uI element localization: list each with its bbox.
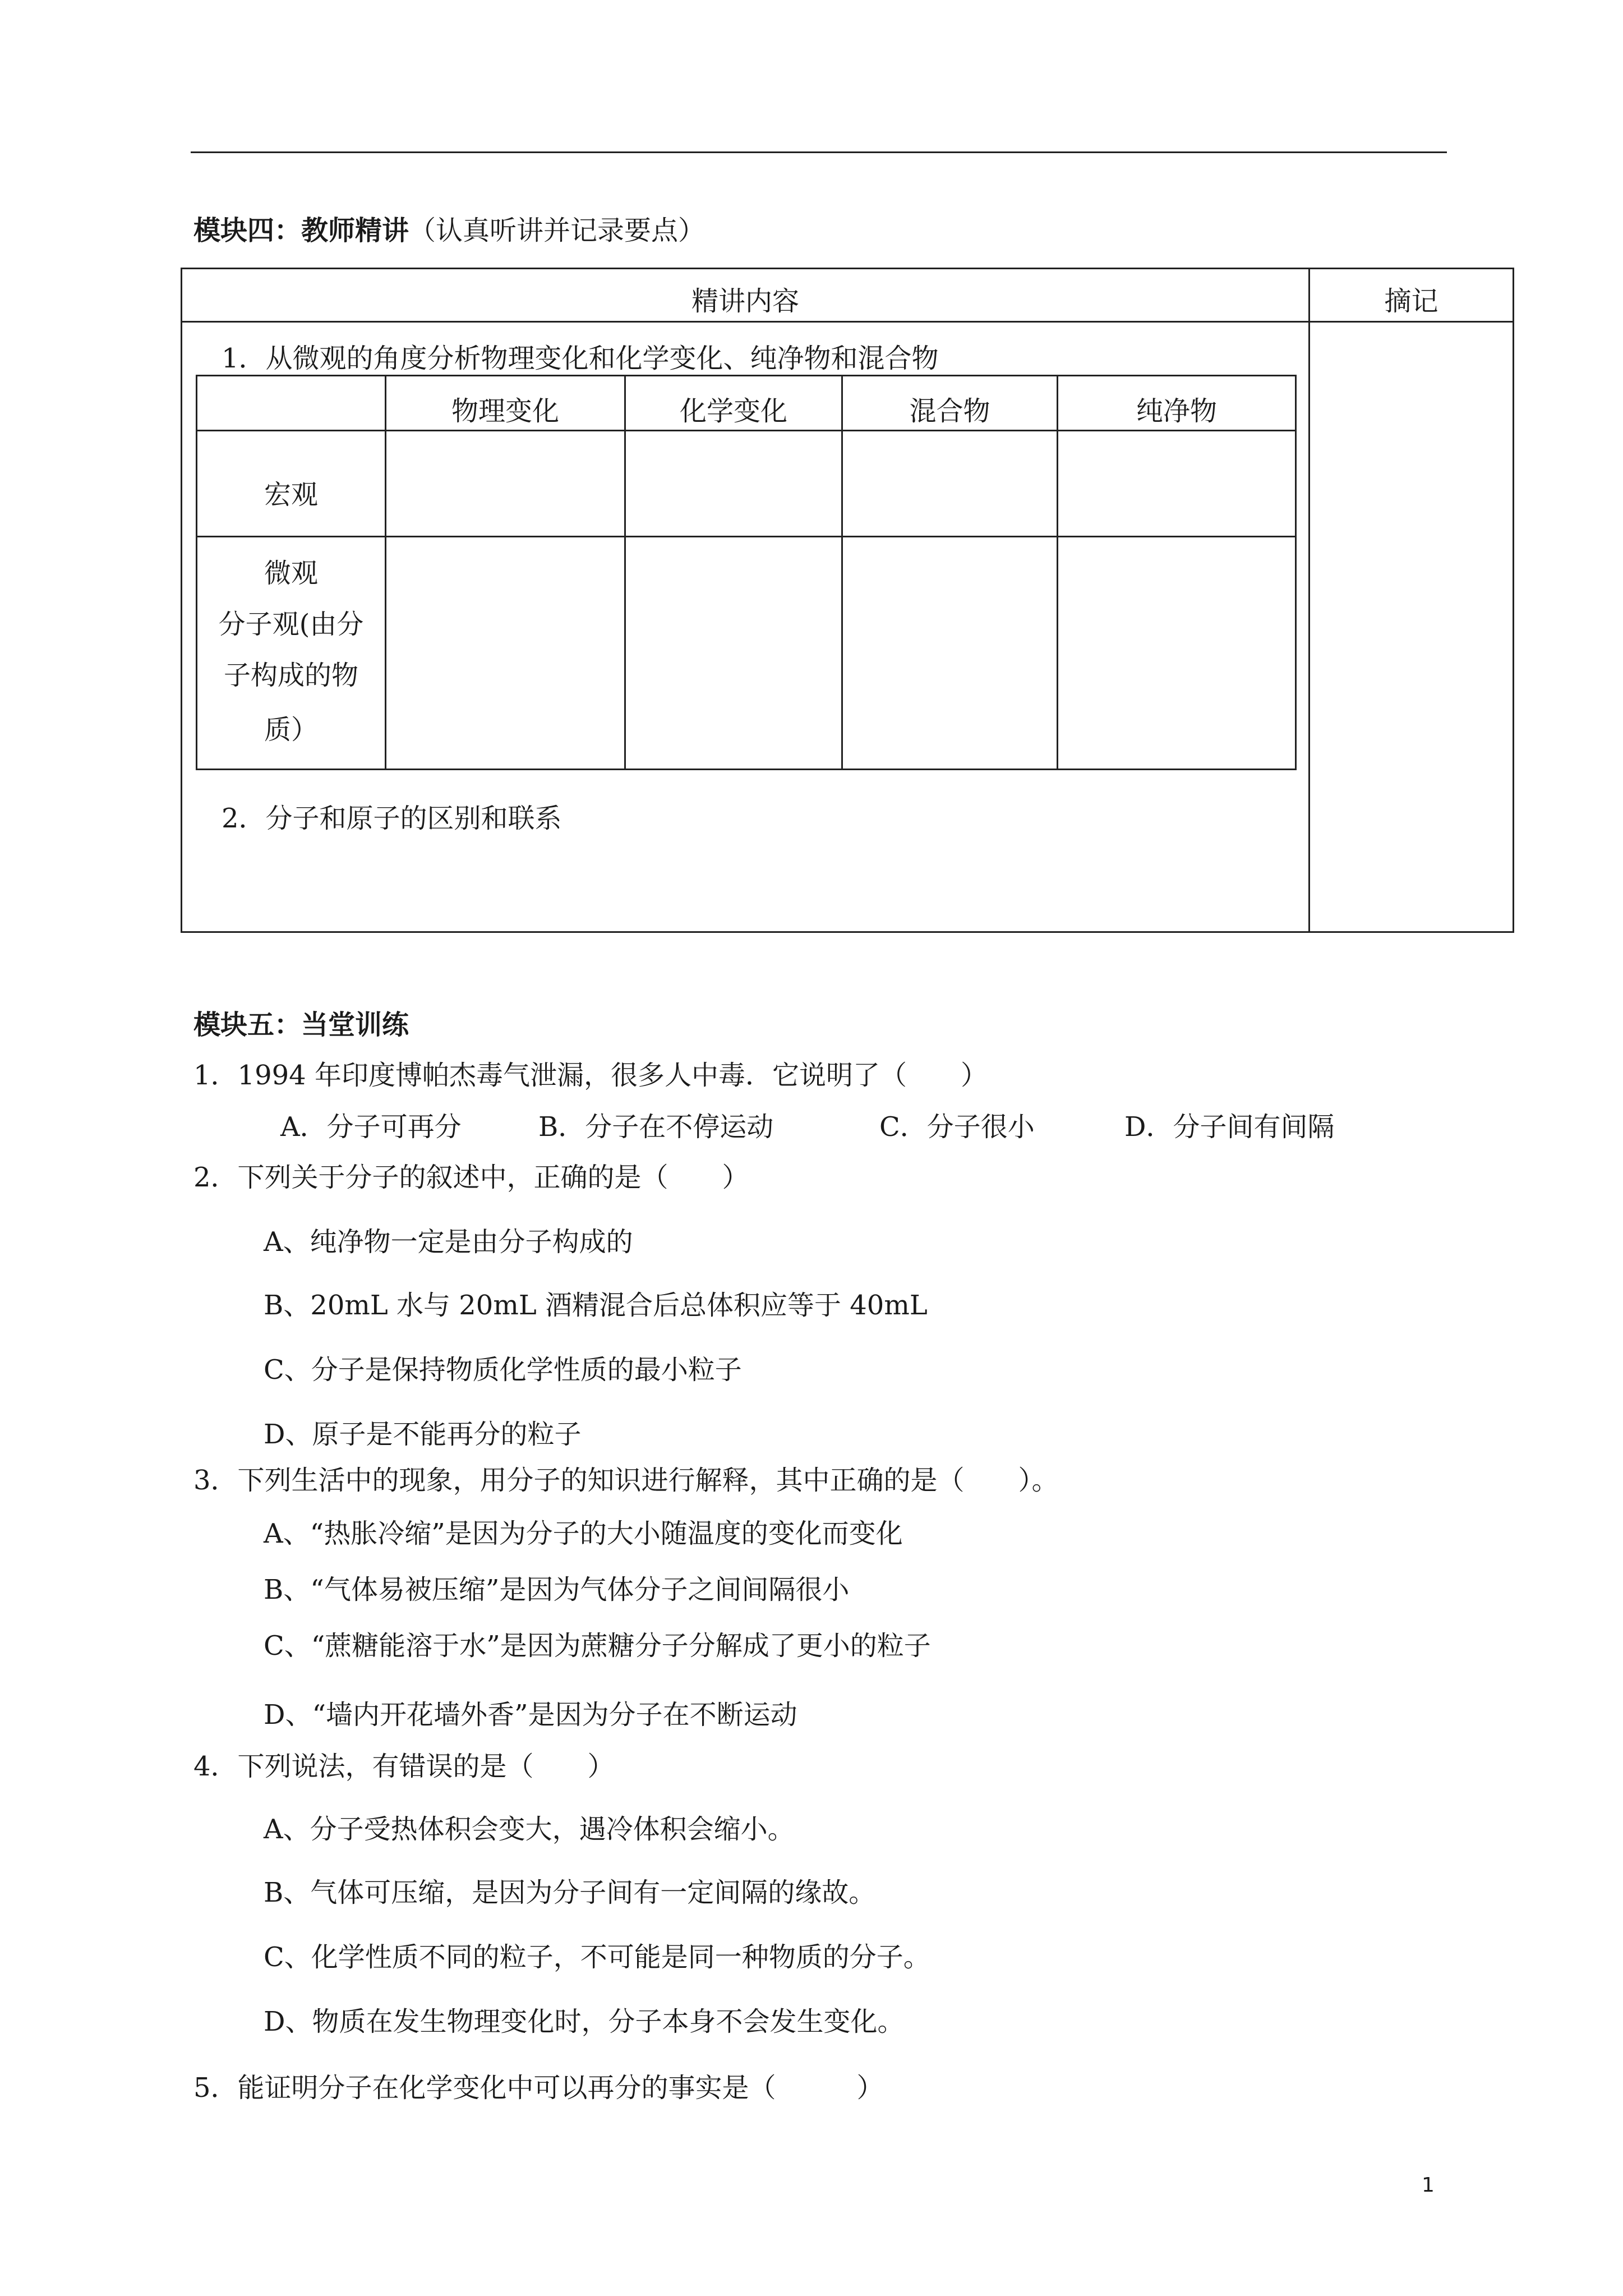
q3-option-a: A、“热胀冷缩”是因为分子的大小随温度的变化而变化 <box>264 1518 903 1549</box>
header-physical-change: 物理变化 <box>451 395 559 427</box>
question-5: 5．能证明分子在化学变化中可以再分的事实是（ ） <box>193 2072 884 2104</box>
header-chemical-change: 化学变化 <box>679 395 787 427</box>
header-mixture: 混合物 <box>909 395 990 427</box>
lecture-item-1: 1．从微观的角度分析物理变化和化学变化、纯净物和混合物 <box>222 343 939 374</box>
row-micro-label-line3: 子构成的物 <box>223 660 358 691</box>
q1-option-a: A．分子可再分 <box>280 1111 462 1143</box>
module5-title: 模块五：当堂训练 <box>193 1009 409 1041</box>
module4-heading <box>193 209 705 247</box>
q4-option-c: C、化学性质不同的粒子，不可能是同一种物质的分子。 <box>264 1941 930 1973</box>
question-3: 3．下列生活中的现象，用分子的知识进行解释，其中正确的是（ ）。 <box>193 1465 1059 1496</box>
header-rule <box>191 151 1447 153</box>
row-micro-label-line1: 微观 <box>264 558 318 589</box>
question-1: 1．1994 年印度博帕杰毒气泄漏，很多人中毒．它说明了（ ） <box>193 1060 988 1091</box>
page-number: 1 <box>1422 2174 1435 2197</box>
module4-subtitle: （认真听讲并记录要点） <box>409 215 706 246</box>
q2-option-b: B、20mL 水与 20mL 酒精混合后总体积应等于 40mL <box>264 1290 928 1321</box>
q1-option-b: B．分子在不停运动 <box>538 1111 774 1143</box>
col-content-header: 精讲内容 <box>691 286 799 317</box>
question-4: 4．下列说法，有错误的是（ ） <box>193 1751 615 1782</box>
row-macro-label: 宏观 <box>264 479 318 510</box>
module5-heading <box>193 1003 409 1042</box>
q2-option-c: C、分子是保持物质化学性质的最小粒子 <box>264 1354 742 1386</box>
module4-title: 模块四：教师精讲 <box>193 215 409 246</box>
q4-option-b: B、气体可压缩，是因为分子间有一定间隔的缘故。 <box>264 1877 876 1908</box>
q4-option-d: D、物质在发生物理变化时，分子本身不会发生变化。 <box>264 2006 905 2037</box>
q2-option-d: D、原子是不能再分的粒子 <box>264 1419 582 1450</box>
header-pure-substance: 纯净物 <box>1136 395 1217 427</box>
q1-option-d: D．分子间有间隔 <box>1124 1111 1335 1143</box>
q3-option-d: D、“墙内开花墙外香”是因为分子在不断运动 <box>264 1699 797 1731</box>
q2-option-a: A、纯净物一定是由分子构成的 <box>264 1226 633 1258</box>
q1-option-c: C．分子很小 <box>879 1111 1035 1143</box>
q3-option-b: B、“气体易被压缩”是因为气体分子之间间隔很小 <box>264 1574 850 1605</box>
lecture-item-2: 2．分子和原子的区别和联系 <box>222 803 562 834</box>
row-micro-label-line4: 质） <box>264 714 318 746</box>
col-notes-header: 摘记 <box>1384 286 1438 317</box>
row-micro-label-line2: 分子观(由分 <box>218 609 364 640</box>
q3-option-c: C、“蔗糖能溶于水”是因为蔗糖分子分解成了更小的粒子 <box>264 1630 931 1662</box>
q4-option-a: A、分子受热体积会变大，遇冷体积会缩小。 <box>264 1814 795 1845</box>
question-2: 2．下列关于分子的叙述中，正确的是（ ） <box>193 1162 749 1193</box>
